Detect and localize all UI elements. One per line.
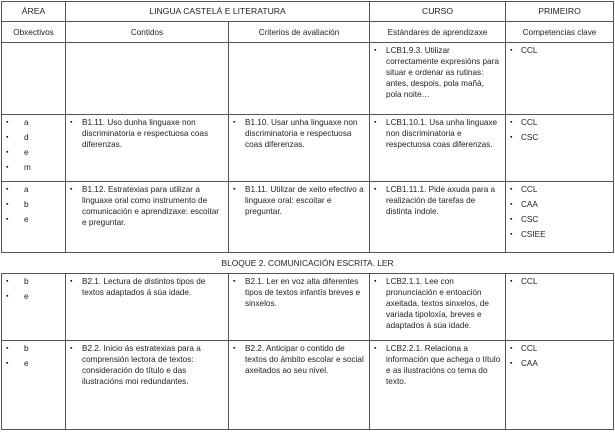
criterion-item: ▪ B2.1. Ler en voz alta diferentes tipos de textos infantís breves e sinxelos. <box>233 276 365 309</box>
content-item: ▪ B1.11. Uso dunha linguaxe non discriminatoria e respectuosa coas diferenzas. <box>70 117 224 150</box>
objectives-cell <box>2 43 66 115</box>
objective-item: ▪ b <box>6 343 61 354</box>
table-row <box>2 43 614 115</box>
curriculum-table <box>1 1 614 430</box>
objective-item: ▪ e <box>6 147 61 158</box>
competence-item: ▪ CCL <box>510 117 609 128</box>
criterion-cell <box>229 43 370 115</box>
criterion-cell <box>229 341 370 430</box>
standard-item: ▪ LCB1.9.3. Utilizar correctamente expresións para situar e ordenar as rutinas: antes, despois, pola mañá, pola noite… <box>374 45 501 100</box>
competence-item: ▪ CAA <box>510 199 609 210</box>
competence-item: ▪ CCL <box>510 276 609 287</box>
objectives-cell <box>2 274 66 341</box>
column-contents: Contidos <box>66 22 229 43</box>
header-course: CURSO <box>370 2 506 22</box>
table-row <box>2 341 614 430</box>
criterion-item: ▪ B2.2. Anticipar o contido de textos do ámbito escolar e social axeitados ao seu nivel. <box>233 343 365 376</box>
content-item: ▪ B2.1. Lectura de distintos tipos de textos adaptados á súa idade. <box>70 276 224 298</box>
objective-item: ▪ b <box>6 199 61 210</box>
standard-cell <box>370 182 506 253</box>
standard-item: ▪ LCB1.11.1. Pide axuda para a realización de tarefas de distinta índole. <box>374 184 501 217</box>
column-objectives: Obxectivos <box>2 22 66 43</box>
criterion-cell <box>229 115 370 182</box>
criterion-item: ▪ B1.10. Usar unha linguaxe non discriminatoria e respectuosa coas diferenzas. <box>233 117 365 150</box>
objective-item: ▪ b <box>6 276 61 287</box>
criterion-cell <box>229 182 370 253</box>
content-item: ▪ B2.2. Inicio ás estratexias para a comprensión lectora de textos: consideración do título e das ilustracións moi redundantes. <box>70 343 224 387</box>
criterion-cell <box>229 274 370 341</box>
content-cell <box>66 341 229 430</box>
header-subject: LINGUA CASTELÁ E LITERATURA <box>66 2 370 22</box>
column-criteria: Criterios de avaliación <box>229 22 370 43</box>
competences-cell <box>506 341 614 430</box>
content-cell <box>66 182 229 253</box>
table-row <box>2 182 614 253</box>
standard-item: ▪ LCB2.2.1. Relaciona a información que achega o título e as ilustracións co tema do texto. <box>374 343 501 387</box>
criterion-item: ▪ B1.11. Utilizar de xeito efectivo a linguaxe oral: escoitar e preguntar. <box>233 184 365 217</box>
competence-item: ▪ CAA <box>510 358 609 369</box>
competence-item: ▪ CSIEE <box>510 229 609 240</box>
objectives-cell <box>2 115 66 182</box>
objectives-cell <box>2 182 66 253</box>
header-level: PRIMEIRO <box>506 2 614 22</box>
objectives-cell <box>2 341 66 430</box>
competence-item: ▪ CCL <box>510 184 609 195</box>
competence-item: ▪ CSC <box>510 214 609 225</box>
competences-cell <box>506 182 614 253</box>
header-area: ÁREA <box>2 2 66 22</box>
content-cell <box>66 274 229 341</box>
content-item: ▪ B1.12. Estratexias para utilizar a linguaxe oral como instrumento de comunicación e aprendizaxe: escoitar e preguntar. <box>70 184 224 228</box>
standard-cell <box>370 274 506 341</box>
table-row <box>2 274 614 341</box>
table-row <box>2 115 614 182</box>
competences-cell <box>506 115 614 182</box>
standard-item: ▪ LCB1.10.1. Usa unha linguaxe non discriminatoria e respectuosa coas diferenzas. <box>374 117 501 150</box>
content-cell <box>66 115 229 182</box>
objective-item: ▪ e <box>6 358 61 369</box>
objective-item: ▪ a <box>6 117 61 128</box>
standard-item: ▪ LCB2.1.1. Lee con pronunciación e entoación axeitada, textos sinxelos, de variada tipoloxía, breves e adaptados á súa idade. <box>374 276 501 331</box>
column-standards: Estándares de aprendizaxe <box>370 22 506 43</box>
objective-item: ▪ d <box>6 132 61 143</box>
competence-item: ▪ CCL <box>510 343 609 354</box>
standard-cell <box>370 43 506 115</box>
competence-item: ▪ CCL <box>510 45 609 56</box>
objective-item: ▪ a <box>6 184 61 195</box>
objective-item: ▪ e <box>6 291 61 302</box>
block-title: BLOQUE 2. COMUNICACIÓN ESCRITA. LER <box>2 253 614 274</box>
competences-cell <box>506 274 614 341</box>
standard-cell <box>370 115 506 182</box>
content-cell <box>66 43 229 115</box>
standard-cell <box>370 341 506 430</box>
competences-cell <box>506 43 614 115</box>
competence-item: ▪ CSC <box>510 132 609 143</box>
objective-item: ▪ e <box>6 214 61 225</box>
objective-item: ▪ m <box>6 162 61 173</box>
column-competences: Competencias clave <box>506 22 614 43</box>
